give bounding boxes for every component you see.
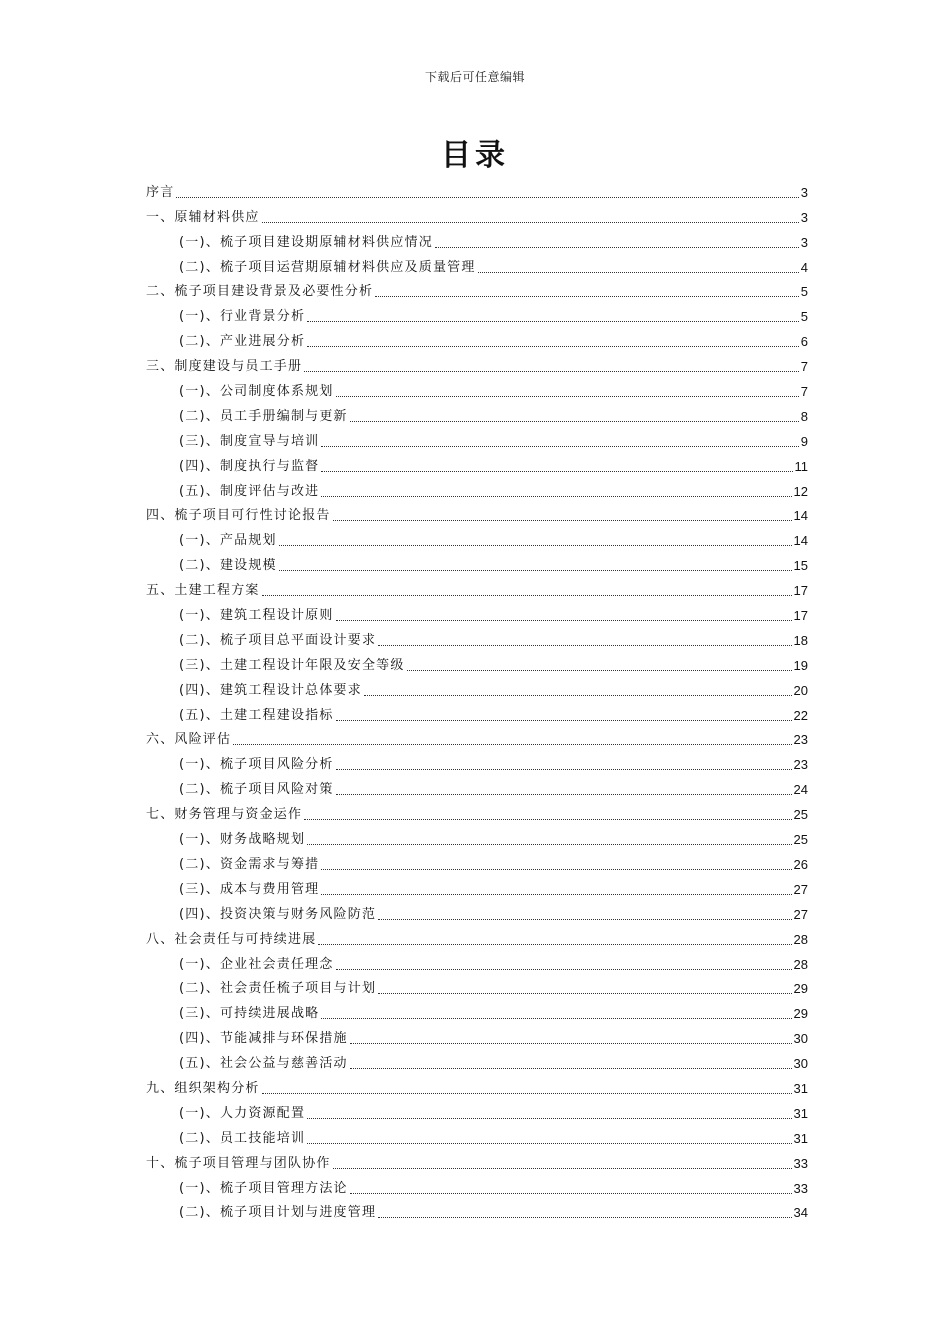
toc-entry-page: 19 [793, 657, 808, 673]
toc-dot-leader [378, 644, 791, 646]
toc-entry-page: 28 [793, 931, 808, 947]
toc-entry[interactable] [146, 1072, 808, 1097]
toc-dot-leader [435, 246, 799, 248]
toc-entry[interactable] [146, 325, 808, 350]
toc-entry-page: 26 [793, 856, 808, 872]
toc-entry[interactable] [146, 251, 808, 276]
toc-entry-label: 四、梳子项目可行性讨论报告 [146, 508, 331, 524]
toc-title: 目录 [441, 138, 509, 173]
toc-entry-label: (三)、成本与费用管理 [179, 881, 320, 897]
toc-entry-label: (二)、社会责任梳子项目与计划 [179, 981, 377, 997]
toc-dot-leader [318, 943, 791, 945]
toc-entry-label: (二)、资金需求与筹措 [179, 856, 320, 872]
toc-dot-leader [307, 1117, 791, 1119]
toc-entry[interactable] [146, 524, 808, 549]
toc-entry-label: (二)、员工手册编制与更新 [179, 408, 348, 424]
toc-entry-label: (二)、建设规模 [179, 558, 277, 574]
toc-entry[interactable] [146, 748, 808, 773]
toc-entry[interactable] [146, 674, 808, 699]
toc-entry-label: 七、财务管理与资金运作 [146, 807, 303, 823]
toc-dot-leader [279, 544, 792, 546]
toc-entry-page: 3 [800, 234, 808, 250]
toc-entry-page: 11 [794, 458, 808, 474]
toc-entry[interactable] [146, 1147, 808, 1172]
toc-entry[interactable] [146, 201, 808, 226]
toc-dot-leader [336, 395, 799, 397]
table-of-contents [146, 176, 808, 1221]
toc-entry[interactable] [146, 1172, 808, 1197]
toc-dot-leader [321, 868, 791, 870]
toc-entry-page: 31 [793, 1105, 808, 1121]
toc-entry-page: 14 [793, 533, 808, 549]
toc-entry-label: (五)、社会公益与慈善活动 [179, 1056, 348, 1072]
toc-entry-page: 33 [793, 1155, 808, 1171]
toc-entry[interactable] [146, 773, 808, 798]
toc-entry[interactable] [146, 798, 808, 823]
toc-entry-page: 5 [800, 284, 808, 300]
toc-entry-page: 30 [793, 1031, 808, 1047]
toc-entry-page: 31 [793, 1130, 808, 1146]
toc-entry[interactable] [146, 1097, 808, 1122]
toc-entry[interactable] [146, 574, 808, 599]
toc-dot-leader [336, 719, 792, 721]
toc-entry[interactable] [146, 848, 808, 873]
toc-entry[interactable] [146, 300, 808, 325]
toc-entry-label: 序言 [146, 184, 175, 200]
toc-entry-page: 9 [800, 433, 808, 449]
toc-entry[interactable] [146, 450, 808, 475]
toc-entry-label: (一)、人力资源配置 [179, 1105, 306, 1121]
toc-entry-page: 29 [793, 1006, 808, 1022]
toc-dot-leader [321, 1017, 791, 1019]
toc-dot-leader [176, 196, 798, 198]
toc-dot-leader [336, 793, 792, 795]
toc-entry-label: 六、风险评估 [146, 732, 232, 748]
toc-entry-page: 31 [793, 1080, 808, 1096]
toc-entry-label: 一、原辅材料供应 [146, 209, 260, 225]
toc-entry-page: 8 [800, 408, 808, 424]
toc-entry[interactable] [146, 549, 808, 574]
toc-entry-page: 29 [793, 981, 808, 997]
toc-entry-label: 三、制度建设与员工手册 [146, 359, 303, 375]
toc-entry-label: (五)、土建工程建设指标 [179, 707, 334, 723]
toc-entry-label: (二)、梳子项目计划与进度管理 [179, 1205, 377, 1221]
toc-entry-page: 4 [800, 259, 808, 275]
toc-dot-leader [378, 1216, 791, 1218]
toc-entry-label: 五、土建工程方案 [146, 583, 260, 599]
toc-entry-label: (三)、制度宣导与培训 [179, 433, 320, 449]
toc-entry-page: 18 [793, 632, 808, 648]
toc-entry-label: 十、梳子项目管理与团队协作 [146, 1155, 331, 1171]
toc-dot-leader [307, 345, 799, 347]
toc-entry-label: (二)、梳子项目风险对策 [179, 782, 334, 798]
toc-entry-page: 3 [800, 209, 808, 225]
toc-entry-page: 27 [793, 881, 808, 897]
toc-entry-label: (一)、产品规划 [179, 533, 277, 549]
toc-entry-page: 6 [800, 334, 808, 350]
toc-entry-page: 33 [793, 1180, 808, 1196]
toc-entry[interactable] [146, 873, 808, 898]
toc-dot-leader [304, 370, 799, 372]
toc-dot-leader [336, 619, 792, 621]
toc-entry[interactable] [146, 1122, 808, 1147]
toc-entry-page: 28 [793, 956, 808, 972]
toc-entry[interactable] [146, 973, 808, 998]
toc-entry-label: (一)、行业背景分析 [179, 309, 306, 325]
toc-entry-label: (二)、产业进展分析 [179, 334, 306, 350]
toc-dot-leader [321, 445, 798, 447]
toc-entry-page: 5 [800, 309, 808, 325]
toc-dot-leader [336, 768, 792, 770]
toc-entry-label: (三)、可持续进展战略 [179, 1006, 320, 1022]
toc-entry-label: (一)、梳子项目管理方法论 [179, 1180, 348, 1196]
toc-dot-leader [262, 1092, 792, 1094]
toc-dot-leader [321, 470, 792, 472]
toc-entry[interactable] [146, 400, 808, 425]
toc-entry[interactable] [146, 375, 808, 400]
toc-dot-leader [478, 271, 799, 273]
toc-entry-label: (一)、建筑工程设计原则 [179, 608, 334, 624]
toc-entry-label: (四)、建筑工程设计总体要求 [179, 682, 362, 698]
toc-entry[interactable] [146, 500, 808, 525]
toc-entry[interactable] [146, 176, 808, 201]
toc-entry-page: 3 [800, 184, 808, 200]
toc-entry-label: (四)、节能减排与环保措施 [179, 1031, 348, 1047]
toc-entry[interactable] [146, 923, 808, 948]
toc-dot-leader [262, 594, 792, 596]
toc-dot-leader [375, 295, 799, 297]
toc-dot-leader [279, 569, 792, 571]
toc-entry[interactable] [146, 1047, 808, 1072]
toc-entry-page: 17 [793, 608, 808, 624]
toc-dot-leader [233, 743, 791, 745]
page-header: 下载后可任意编辑 [424, 70, 525, 84]
toc-entry-label: 二、梳子项目建设背景及必要性分析 [146, 284, 374, 300]
toc-entry-label: (五)、制度评估与改进 [179, 483, 320, 499]
toc-entry-page: 23 [793, 732, 808, 748]
toc-entry-page: 20 [793, 682, 808, 698]
toc-entry[interactable] [146, 624, 808, 649]
toc-entry-label: (二)、员工技能培训 [179, 1130, 306, 1146]
toc-entry-label: (二)、梳子项目总平面设计要求 [179, 632, 377, 648]
toc-entry-page: 7 [800, 384, 808, 400]
toc-entry-label: 八、社会责任与可持续进展 [146, 931, 317, 947]
toc-dot-leader [321, 893, 791, 895]
toc-entry[interactable] [146, 997, 808, 1022]
toc-dot-leader [350, 1192, 792, 1194]
toc-entry-page: 30 [793, 1056, 808, 1072]
toc-dot-leader [350, 1042, 792, 1044]
toc-entry[interactable] [146, 823, 808, 848]
toc-entry[interactable] [146, 724, 808, 749]
toc-entry-label: (一)、财务战略规划 [179, 832, 306, 848]
toc-entry-page: 23 [793, 757, 808, 773]
toc-dot-leader [307, 1142, 791, 1144]
toc-entry-label: 九、组织架构分析 [146, 1080, 260, 1096]
toc-entry-page: 17 [793, 583, 808, 599]
toc-dot-leader [350, 1067, 792, 1069]
toc-entry-page: 27 [793, 906, 808, 922]
toc-dot-leader [307, 843, 791, 845]
toc-dot-leader [350, 420, 799, 422]
toc-entry-page: 22 [793, 707, 808, 723]
toc-entry-label: (四)、制度执行与监督 [179, 458, 320, 474]
toc-entry[interactable] [146, 350, 808, 375]
toc-dot-leader [333, 1167, 792, 1169]
toc-entry-page: 24 [793, 782, 808, 798]
toc-dot-leader [407, 669, 792, 671]
toc-entry-label: (二)、梳子项目运营期原辅材料供应及质量管理 [179, 259, 476, 275]
toc-entry-page: 12 [793, 483, 808, 499]
toc-entry[interactable] [146, 699, 808, 724]
toc-entry-page: 25 [793, 832, 808, 848]
toc-dot-leader [336, 968, 792, 970]
toc-dot-leader [304, 818, 791, 820]
toc-entry-page: 34 [793, 1205, 808, 1221]
toc-entry-label: (一)、梳子项目风险分析 [179, 757, 334, 773]
toc-dot-leader [307, 320, 799, 322]
toc-entry[interactable] [146, 425, 808, 450]
toc-entry[interactable] [146, 948, 808, 973]
toc-entry-label: (一)、公司制度体系规划 [179, 384, 334, 400]
toc-entry[interactable] [146, 898, 808, 923]
toc-entry-label: (一)、企业社会责任理念 [179, 956, 334, 972]
toc-dot-leader [378, 918, 791, 920]
toc-entry[interactable] [146, 276, 808, 301]
toc-dot-leader [364, 694, 792, 696]
toc-entry-label: (四)、投资决策与财务风险防范 [179, 906, 377, 922]
toc-dot-leader [378, 992, 791, 994]
toc-dot-leader [262, 221, 799, 223]
toc-entry-page: 14 [793, 508, 808, 524]
toc-dot-leader [321, 495, 791, 497]
toc-entry[interactable] [146, 475, 808, 500]
toc-entry[interactable] [146, 226, 808, 251]
toc-entry-label: (一)、梳子项目建设期原辅材料供应情况 [179, 234, 433, 250]
toc-entry-label: (三)、土建工程设计年限及安全等级 [179, 657, 405, 673]
toc-entry[interactable] [146, 1197, 808, 1222]
toc-entry-page: 7 [800, 359, 808, 375]
toc-entry[interactable] [146, 1022, 808, 1047]
toc-entry-page: 15 [793, 558, 808, 574]
toc-entry[interactable] [146, 649, 808, 674]
toc-entry[interactable] [146, 599, 808, 624]
toc-entry-page: 25 [793, 807, 808, 823]
toc-dot-leader [333, 519, 792, 521]
